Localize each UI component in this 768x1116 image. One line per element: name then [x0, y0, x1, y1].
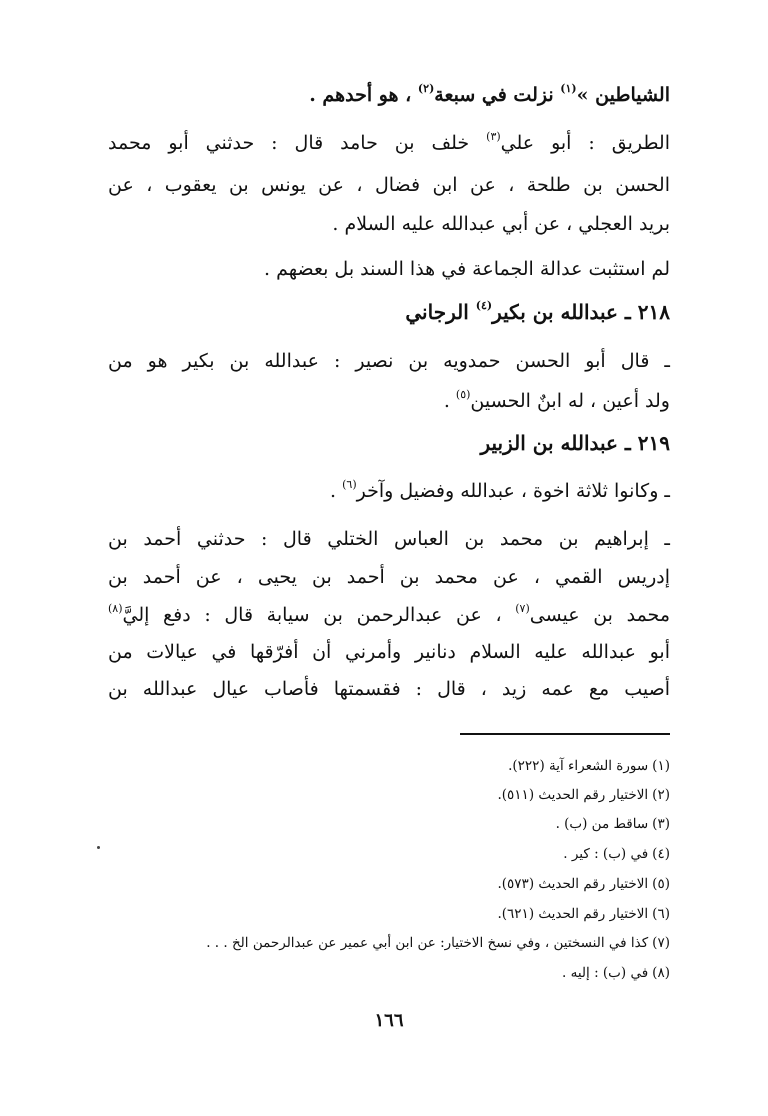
footnote-1: (١)سورة الشعراء آية (٢٢٢). [508, 758, 670, 774]
footnote-5: (٥)الاختيار رقم الحديث (٥٧٣). [497, 876, 670, 892]
footnote-2: (٢)الاختيار رقم الحديث (٥١١). [497, 787, 670, 803]
page-number: ١٦٦ [374, 1010, 404, 1031]
scan-speck [97, 846, 100, 849]
text-line-1: الشياطين »$^{(١)}$ نزلت في سبعة$^{(٢)}$ ، هو أحدهم . [309, 81, 670, 106]
book-page [108, 0, 670, 1116]
text-line-3: الحسن بن طلحة ، عن ابن فضال ، عن يونس بن يعقوب ، عن [108, 174, 670, 196]
text-line-7: ـ قال أبو الحسن حمدويه بن نصير : عبدالله بن بكير هو من [108, 350, 670, 372]
text-line-4: بريد العجلي ، عن أبي عبدالله عليه السلام . [332, 213, 670, 235]
footnote-4: (٤)في (ب) : كير . [563, 846, 670, 862]
text-line-8: ولد أعين ، له ابنٌ الحسين$^{(٥)}$ . [443, 387, 670, 412]
footnote-6: (٦)الاختيار رقم الحديث (٦٢١). [497, 906, 670, 922]
footnote-8: (٨)في (ب) : إليه . [562, 965, 670, 981]
entry-heading-219: ٢١٩ ـ عبدالله بن الزبير [480, 431, 670, 455]
text-line-5: لم استثبت عدالة الجماعة في هذا السند بل بعضهم . [263, 258, 670, 280]
footnote-separator [460, 733, 670, 735]
text-line-12: إدريس القمي ، عن محمد بن أحمد بن يحيى ، عن أحمد بن [108, 566, 670, 588]
text-line-2: الطريق : أبو علي$^{(٣)}$ خلف بن حامد قال : حدثني أبو محمد [108, 129, 671, 154]
entry-heading-218: ٢١٨ ـ عبدالله بن بكير$^{(٤)}$ الرجاني [405, 299, 670, 324]
text-line-13: محمد بن عيسى$^{(٧)}$ ، عن عبدالرحمن بن سيابة قال : دفع إليَّ$^{(٨)}$ [108, 601, 670, 626]
text-line-10: ـ وكانوا ثلاثة اخوة ، عبدالله وفضيل وآخر$^{(٦)}$ . [330, 477, 670, 502]
text-line-14: أبو عبدالله عليه السلام دنانير وأمرني أن أفرّقها في عيالات من [108, 641, 670, 663]
footnote-7: (٧)كذا في النسختين ، وفي نسخ الاختيار: عن ابن أبي عمير عن عبدالرحمن الخ . . . [206, 935, 670, 951]
text-line-15: أصيب مع عمه زيد ، قال : فقسمتها فأصاب عيال عبدالله بن [108, 678, 670, 700]
text-line-11: ـ إبراهيم بن محمد بن العباس الختلي قال : حدثني أحمد بن [108, 528, 670, 550]
footnote-3: (٣)ساقط من (ب) . [555, 816, 670, 832]
